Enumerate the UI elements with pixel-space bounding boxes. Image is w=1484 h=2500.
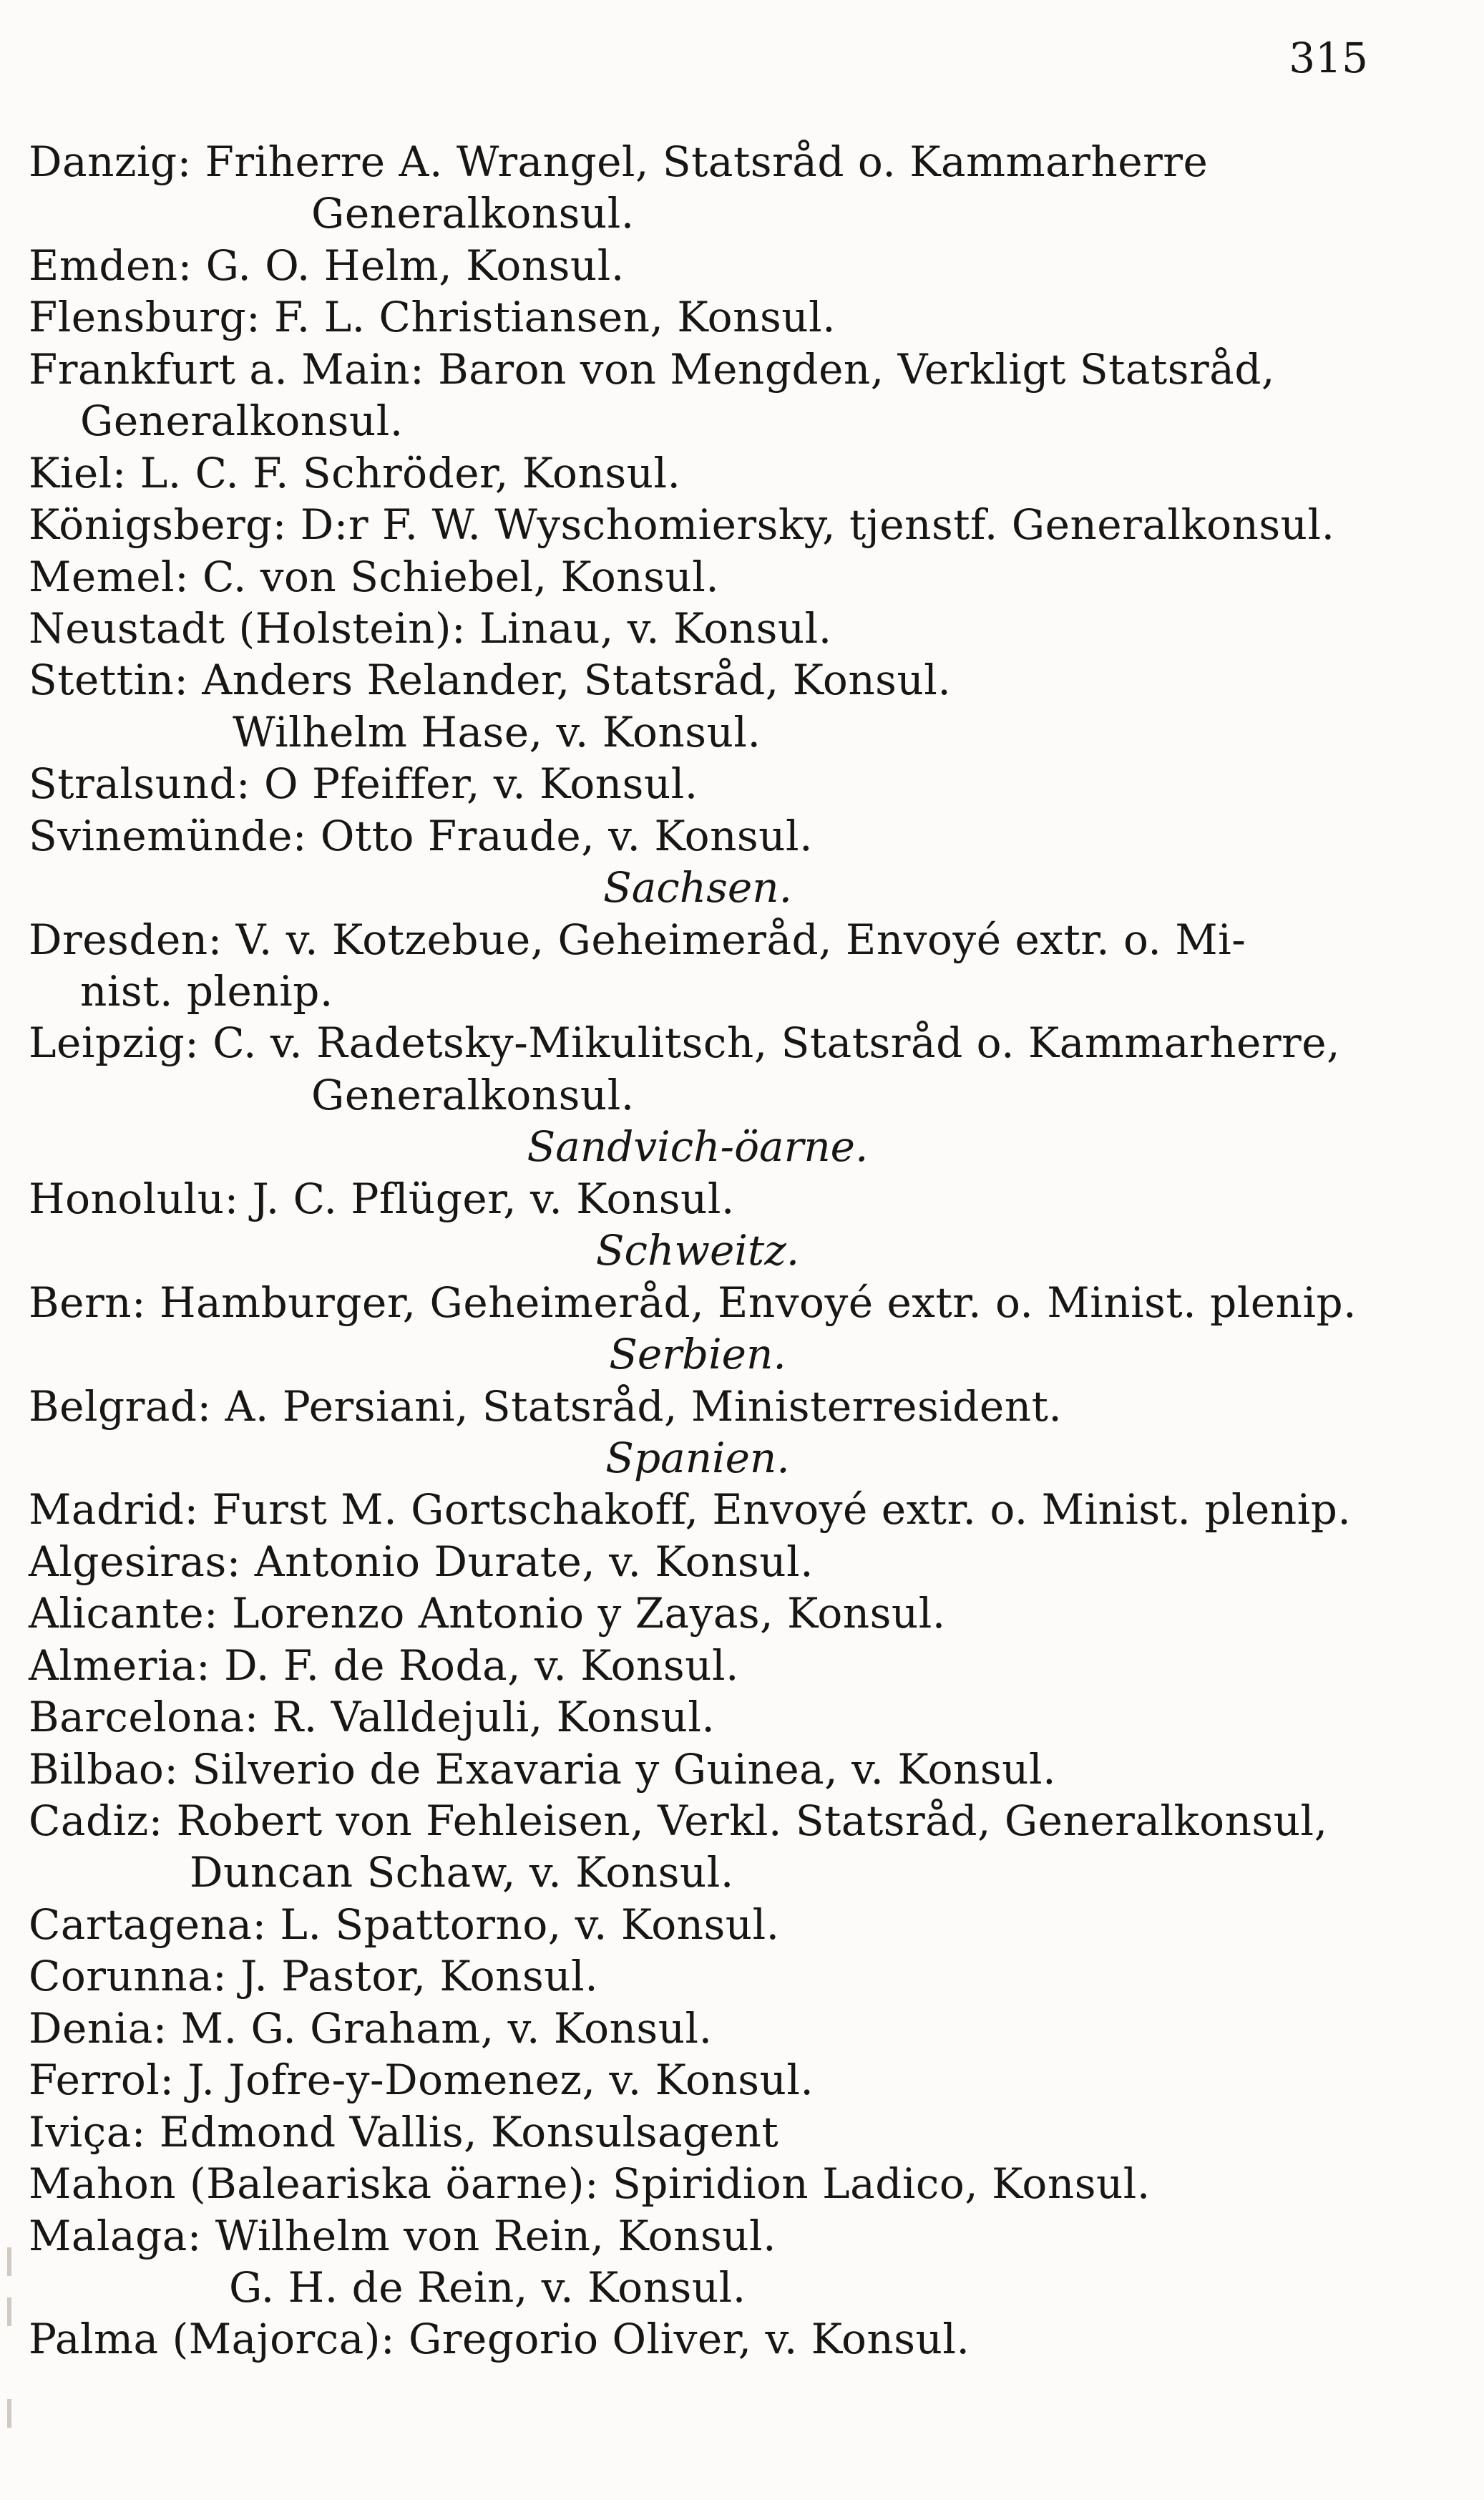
text-line: Duncan Schaw, v. Konsul. [190, 1848, 734, 1897]
text-line: Frankfurt a. Main: Baron von Mengden, Verkligt Statsråd, [29, 344, 1275, 394]
section-heading: Sandvich-öarne. [527, 1122, 869, 1172]
text-line: nist. plenip. [80, 967, 333, 1016]
text-line: Madrid: Furst M. Gortschakoff, Envoyé extr. o. Minist. plenip. [29, 1485, 1352, 1534]
margin-mark [7, 2247, 11, 2276]
text-line: Cartagena: L. Spattorno, v. Konsul. [29, 1900, 780, 1949]
text-line: Corunna: J. Pastor, Konsul. [29, 1952, 599, 2001]
text-line: Denia: M. G. Graham, v. Konsul. [29, 2003, 713, 2053]
body-text [29, 136, 1424, 2365]
text-line: Stettin: Anders Relander, Statsråd, Konsul. [29, 656, 952, 705]
text-line: Bern: Hamburger, Geheimeråd, Envoyé extr. o. Minist. plenip. [29, 1278, 1357, 1327]
text-line: Neustadt (Holstein): Linau, v. Konsul. [29, 603, 832, 653]
section-heading: Spanien. [605, 1433, 790, 1482]
margin-mark [7, 2399, 11, 2428]
text-line: Barcelona: R. Valldejuli, Konsul. [29, 1693, 716, 1742]
text-line: Emden: G. O. Helm, Konsul. [29, 240, 625, 290]
text-line: Palma (Majorca): Gregorio Oliver, v. Konsul. [29, 2315, 970, 2364]
text-line: Wilhelm Hase, v. Konsul. [233, 707, 761, 757]
text-line: Belgrad: A. Persiani, Statsråd, Ministerresident. [29, 1381, 1063, 1431]
section-heading: Sachsen. [602, 863, 793, 913]
margin-mark [7, 2297, 11, 2326]
text-line: Honolulu: J. C. Pflüger, v. Konsul. [29, 1174, 735, 1223]
text-line: Algesiras: Antonio Durate, v. Konsul. [29, 1537, 814, 1586]
text-line: Stralsund: O Pfeiffer, v. Konsul. [29, 759, 698, 809]
text-line: Alicante: Lorenzo Antonio y Zayas, Konsul. [29, 1589, 946, 1638]
section-heading: Serbien. [609, 1330, 786, 1379]
text-line: Svinemünde: Otto Fraude, v. Konsul. [29, 811, 814, 860]
text-line: Almeria: D. F. de Roda, v. Konsul. [29, 1640, 739, 1690]
text-line: G. H. de Rein, v. Konsul. [229, 2262, 746, 2312]
text-line: Königsberg: D:r F. W. Wyschomiersky, tjenstf. Generalkonsul. [29, 500, 1335, 550]
text-line: Iviça: Edmond Vallis, Konsulsagent [29, 2107, 779, 2156]
text-line: Leipzig: C. v. Radetsky-Mikulitsch, Statsråd o. Kammarherre, [29, 1018, 1341, 1068]
section-heading: Schweitz. [595, 1226, 800, 1275]
text-line: Malaga: Wilhelm von Rein, Konsul. [29, 2211, 777, 2260]
text-line: Mahon (Baleariska öarne): Spiridion Ladico, Konsul. [29, 2159, 1151, 2209]
text-line: Generalkonsul. [311, 1070, 635, 1119]
text-line: Dresden: V. v. Kotzebue, Geheimeråd, Envoyé extr. o. Mi- [29, 915, 1246, 964]
text-line: Generalkonsul. [311, 189, 635, 238]
text-line: Memel: C. von Schiebel, Konsul. [29, 552, 720, 601]
text-line: Generalkonsul. [80, 397, 404, 446]
text-line: Danzig: Friherre A. Wrangel, Statsråd o. Kammarherre [29, 137, 1209, 186]
text-line: Bilbao: Silverio de Exavaria y Guinea, v. Konsul. [29, 1744, 1057, 1794]
page-number: 315 [1289, 34, 1368, 82]
text-line: Ferrol: J. Jofre-y-Domenez, v. Konsul. [29, 2056, 814, 2105]
text-line: Flensburg: F. L. Christiansen, Konsul. [29, 293, 836, 342]
text-line: Kiel: L. C. F. Schröder, Konsul. [29, 448, 681, 497]
text-line: Cadiz: Robert von Fehleisen, Verkl. Statsråd, Generalkonsul, [29, 1796, 1328, 1845]
